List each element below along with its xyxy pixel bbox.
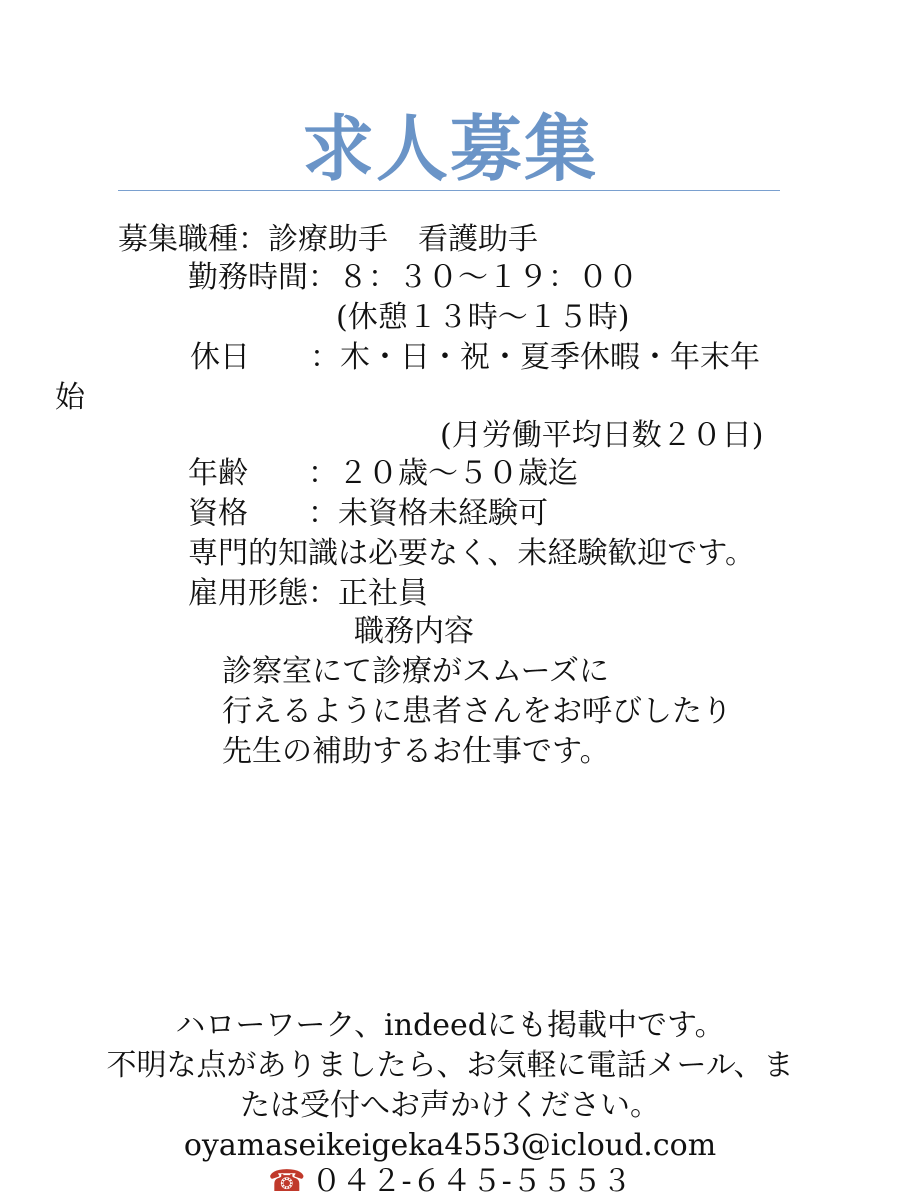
age-line: 年齢 ：２０歳〜５０歳迄 <box>188 456 578 491</box>
contact-notice-line-1: 不明な点がありましたら、お気軽に電話メール、ま <box>106 1048 794 1083</box>
break-time-line: (休憩１３時〜１５時) <box>336 300 630 335</box>
phone-line <box>0 1162 900 1202</box>
page-title: 求人募集 <box>301 106 598 191</box>
duties-line-2: 行えるように患者さんをお呼びしたり <box>222 694 732 729</box>
duties-line-3: 先生の補助するお仕事です。 <box>222 734 610 769</box>
working-hours-line: 勤務時間：８：３０〜１９：００ <box>188 260 638 295</box>
phone-number: ０４２-６４５-５５５３ <box>311 1164 632 1199</box>
title-divider <box>118 190 780 191</box>
holidays-note-line: (月労働平均日数２０日) <box>440 418 764 453</box>
holidays-wrap-line: 始 <box>55 380 85 415</box>
email-address: oyamaseikeigeka4553@icloud.com <box>183 1128 717 1163</box>
no-experience-line: 専門的知識は必要なく、未経験歓迎です。 <box>188 536 755 571</box>
duties-heading: 職務内容 <box>354 614 474 649</box>
telephone-icon: ☎ <box>268 1164 306 1199</box>
job-type-line: 募集職種：診療助手 看護助手 <box>118 222 538 257</box>
employment-type-line: 雇用形態：正社員 <box>188 576 428 611</box>
listing-notice: ハローワーク、indeedにも掲載中です。 <box>175 1008 725 1043</box>
qualification-line: 資格 ：未資格未経験可 <box>188 496 548 531</box>
contact-notice-line-2: たは受付へお声かけください。 <box>240 1088 660 1123</box>
duties-line-1: 診察室にて診療がスムーズに <box>222 654 609 689</box>
holidays-line: 休日 ：木・日・祝・夏季休暇・年末年 <box>190 340 760 375</box>
